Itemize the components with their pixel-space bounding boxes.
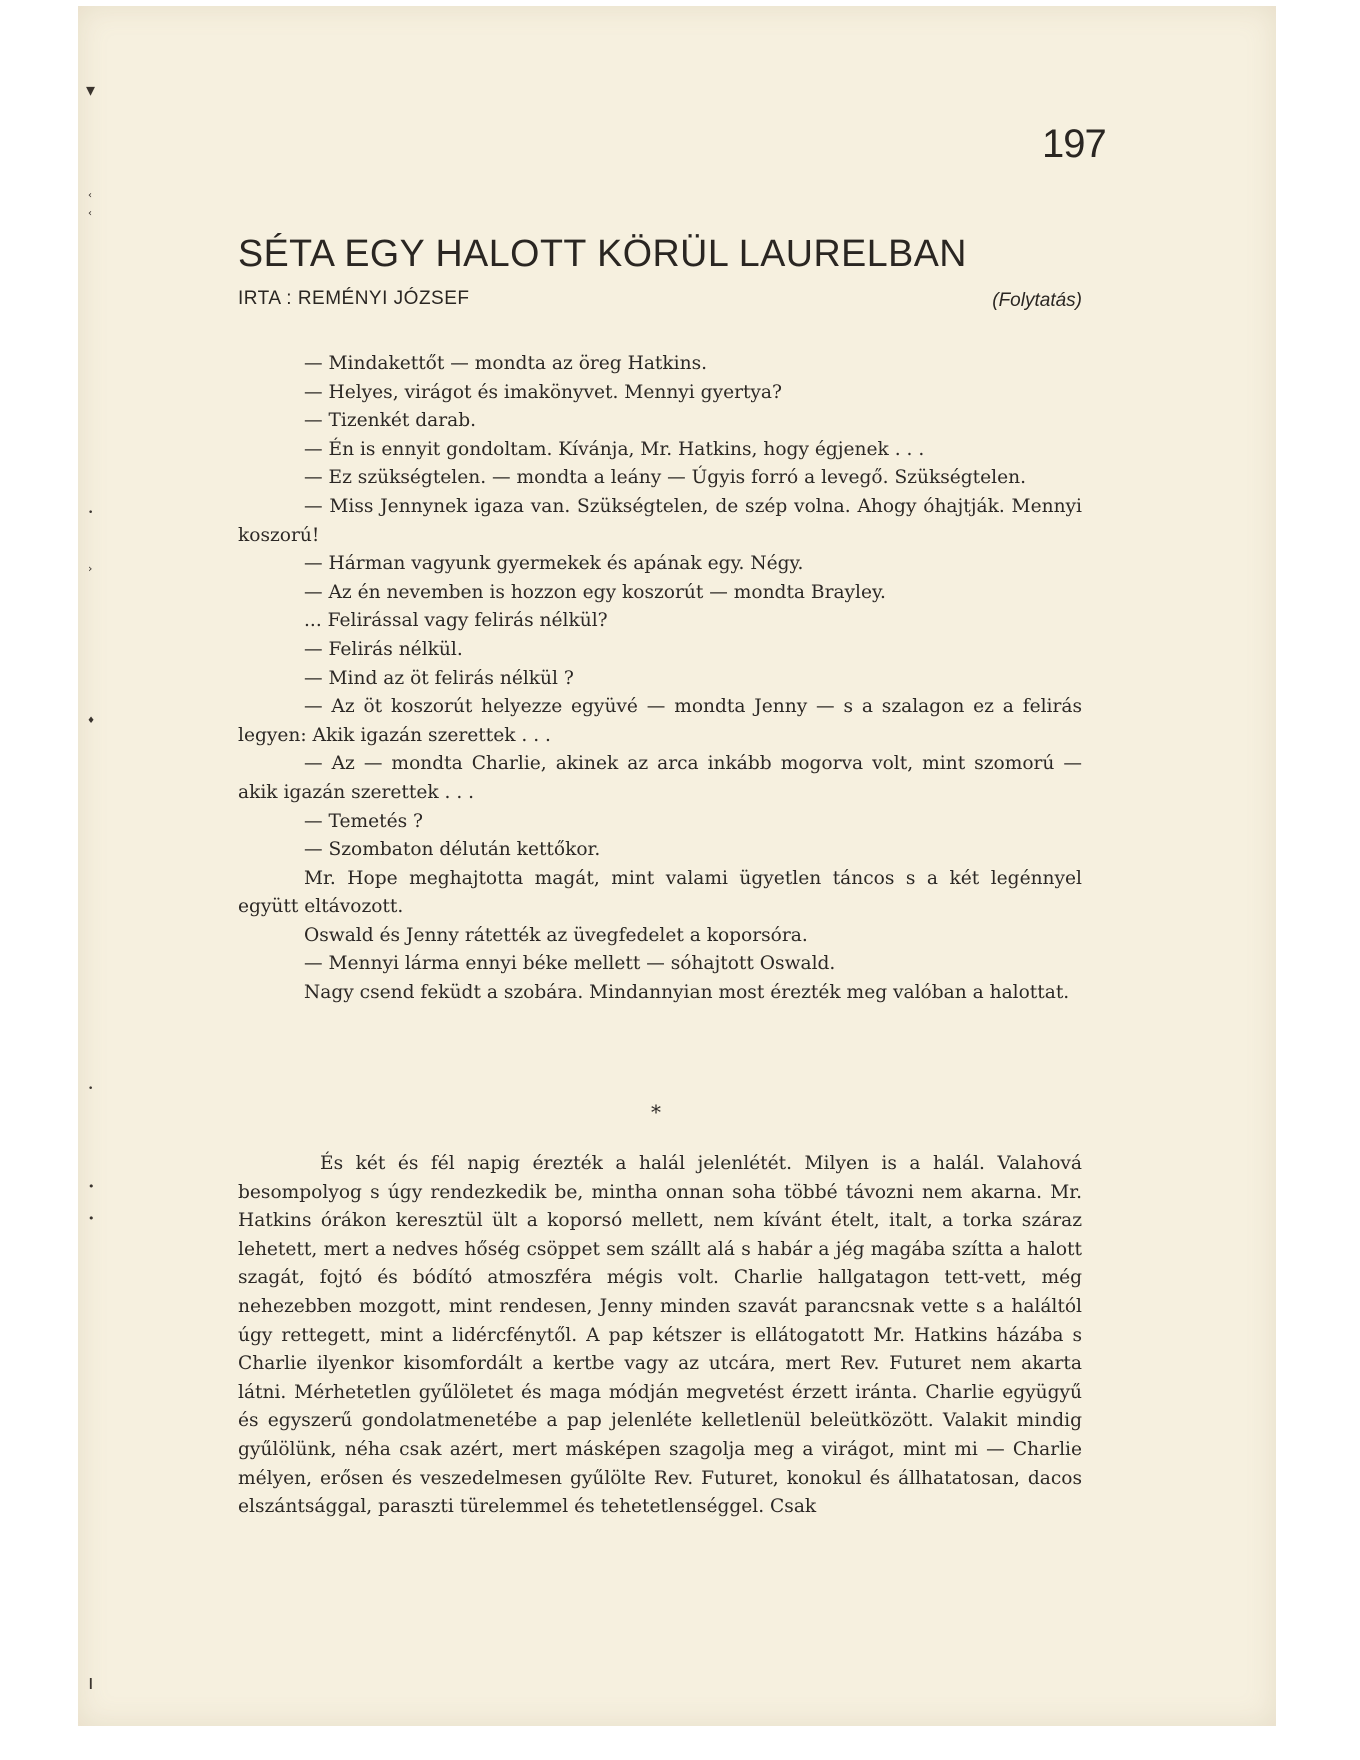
dialogue-line: — Hárman vagyunk gyermekek és apának egy. Négy. <box>304 553 804 575</box>
margin-mark: ‹ <box>88 208 92 219</box>
dialogue-line: — Szombaton délután kettőkor. <box>304 839 601 861</box>
margin-mark: ‹ <box>88 190 92 201</box>
dialogue-line: — Tizenkét darab. <box>304 410 477 432</box>
dialogue-line: ... Felirással vagy felirás nélkül? <box>304 610 608 632</box>
margin-mark: • <box>88 1084 94 1094</box>
page-number: 197 <box>1042 122 1106 166</box>
dialogue-line: — Mind az öt felirás nélkül ? <box>304 667 574 689</box>
dialogue-line: — Az öt koszorút helyezze együvé — mondta Jenny — s a szalagon ez a felirás legyen: Akik igazán szerettek . . . <box>238 696 1082 746</box>
dialogue-line: — Miss Jennynek igaza van. Szükségtelen, de szép volna. Ahogy óhajtják. Mennyi koszorú! <box>238 495 1082 546</box>
article-title: SÉTA EGY HALOTT KÖRÜL LAURELBAN <box>238 233 967 275</box>
dialogue-line: — Temetés ? <box>304 810 423 832</box>
margin-mark: ▾ <box>86 80 96 101</box>
dialogue-line: — Mennyi lárma ennyi béke mellett — sóhajtott Oswald. <box>304 953 836 975</box>
narrative-paragraph: És két és fél napig érezték a halál jelenlétét. Milyen is a halál. Valahová besompolyog s úgy rendezkedik be, mintha onnan soha többé távozni nem akarna. Mr. Hatkins órákon keresztül ült a koporsó mellett, nem kívánt ételt, italt, a torka száraz lehetett, mert a nedves hőség csöppet sem szállt alá s habár a jég magába szítta a halott szagát, fojtó és bódító atmoszféra mégis volt. Charlie hallgatagon tett-vett, még nehezebben mozgott, mint rendesen, Jenny minden szavát parancsnak vette s a haláltól úgy rettegett, mint a lidércfénytől. A pap kétszer is ellátogatott Mr. Hatkins házába s Charlie ilyenkor kisomfordált a kertbe vagy az utcára, mert Rev. Futuret nem akarta látni. Mérhetetlen gyűlöletet és maga módján megvetést érzett iránta. Charlie együgyű és egyszerű gondolatmenetébe a pap jelenléte kelletlenül beleütközött. Valakit mindig gyűlölünk, néha csak azért, mert másképen szagolja meg a virágot, mint mi — Charlie mélyen, erősen és veszedelmesen gyűlölte Rev. Futuret, konokul és állhatatosan, dacos elszántsággal, paraszti türelemmel és tehetetlenséggel. Csak <box>238 1153 1082 1518</box>
margin-mark: ı <box>88 1670 94 1694</box>
narration-line: Oswald és Jenny rátették az üvegfedelet a koporsóra. <box>304 924 808 946</box>
dialogue-line: — Ez szükségtelen. — mondta a leány — Úgyis forró a levegő. Szükségtelen. <box>304 467 1026 489</box>
dialogue-line: — Az én nevemben is hozzon egy koszorút — mondta Brayley. <box>304 581 886 603</box>
dialogue-line: — Én is ennyit gondoltam. Kívánja, Mr. Hatkins, hogy égjenek . . . <box>304 438 925 460</box>
dialogue-line: — Az — mondta Charlie, akinek az arca inkább mogorva volt, mint szomorú — akik igazán szerettek . . . <box>238 753 1082 803</box>
margin-mark: • <box>88 1180 95 1193</box>
narrative-block <box>238 1150 1082 1522</box>
margin-mark: › <box>88 562 93 575</box>
margin-mark: • <box>88 508 94 518</box>
margin-mark: • <box>88 1212 95 1225</box>
dialogue-line: — Mindakettőt — mondta az öreg Hatkins. <box>304 353 708 374</box>
continuation-note: (Folytatás) <box>992 290 1082 311</box>
narration-line: Mr. Hope meghajtotta magát, mint valami ügyetlen táncos s a két legénnyel együtt eltávozott. <box>238 867 1082 918</box>
section-separator: * <box>651 1100 661 1124</box>
author-byline: IRTA : REMÉNYI JÓZSEF <box>238 288 470 309</box>
dialogue-block <box>238 350 1082 1008</box>
narration-line: Nagy csend feküdt a szobára. Mindannyian most érezték meg valóban a halottat. <box>304 982 1070 1004</box>
dialogue-line: — Felirás nélkül. <box>304 638 463 660</box>
dialogue-line: — Helyes, virágot és imakönyvet. Mennyi gyertya? <box>304 381 782 403</box>
margin-mark: ♦ <box>87 716 96 726</box>
